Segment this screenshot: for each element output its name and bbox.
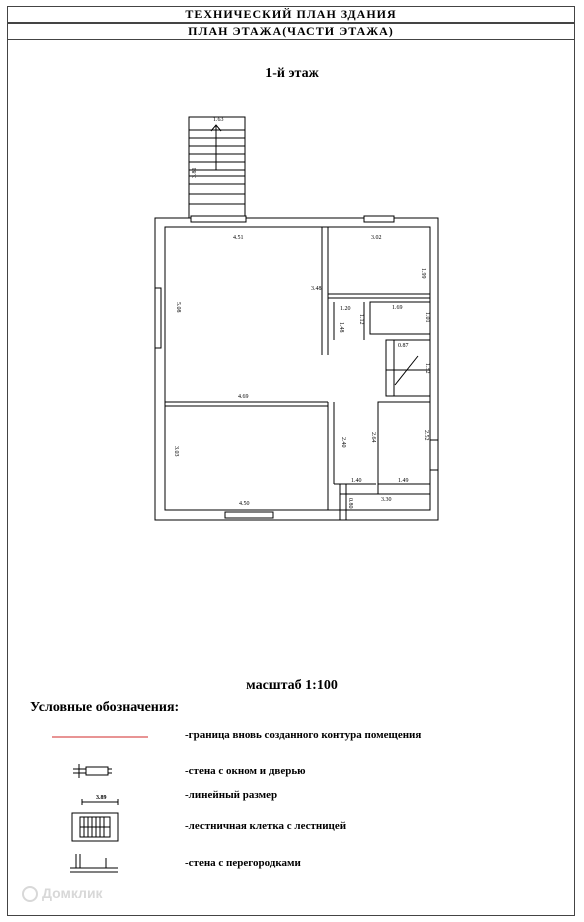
dim-252: 2.52 [423, 430, 429, 441]
legend-item-boundary: -граница вновь созданного контура помещения [185, 729, 422, 741]
dim-169: 1.69 [392, 305, 403, 311]
dim-087: 0.87 [398, 343, 409, 349]
dim-080: 0.80 [347, 498, 353, 509]
legend-dimension-sample: 3.89 [96, 795, 107, 801]
dim-stair-side: 3.81 [192, 167, 198, 178]
dim-303: 3.03 [173, 446, 179, 457]
dim-149: 1.49 [398, 478, 409, 484]
dim-302: 3.02 [371, 235, 382, 241]
dim-199: 1.99 [420, 268, 426, 279]
legend-stair-icon [72, 813, 118, 841]
scale-label: масштаб 1:100 [246, 678, 338, 693]
dim-stair-top: 1.63 [213, 117, 224, 123]
watermark-text: Домклик [42, 885, 103, 901]
legend-title: Условные обозначения: [30, 700, 180, 715]
legend-item-dimension: -линейный размер [185, 789, 278, 801]
outer-walls [155, 218, 438, 520]
dim-508: 5.08 [175, 302, 181, 313]
legend-item-wall-window-door: -стена с окном и дверью [185, 765, 306, 777]
legend-item-stairwell: -лестничная клетка с лестницей [185, 820, 347, 832]
staircase [189, 117, 245, 218]
dim-101: 1.01 [424, 312, 430, 323]
dim-240: 2.40 [340, 437, 346, 448]
dim-148: 1.48 [338, 322, 344, 333]
dim-469: 4.69 [238, 394, 249, 400]
watermark [22, 885, 103, 902]
dim-348: 3.48 [311, 286, 322, 292]
floor-title: 1-й этаж [265, 66, 319, 81]
dim-112: 1.12 [358, 314, 364, 325]
header-title: ТЕХНИЧЕСКИЙ ПЛАН ЗДАНИЯ [7, 6, 575, 23]
dim-152: 1.52 [424, 363, 430, 374]
dim-120: 1.20 [340, 306, 351, 312]
dim-451: 4.51 [233, 235, 244, 241]
legend-partition-wall-icon [70, 854, 118, 872]
interior-walls [165, 227, 430, 520]
header-subtitle: ПЛАН ЭТАЖА(ЧАСТИ ЭТАЖА) [7, 23, 575, 40]
dim-450: 4.50 [239, 501, 250, 507]
legend-item-partition-wall: -стена с перегородками [185, 857, 301, 869]
windows [155, 216, 438, 518]
legend-wall-window-door-icon [73, 764, 112, 778]
dim-140: 1.40 [351, 478, 362, 484]
dim-264: 2.64 [370, 432, 376, 443]
domclick-logo-icon [22, 886, 38, 902]
dim-330: 3.30 [381, 497, 392, 503]
legend-symbols [52, 737, 148, 872]
